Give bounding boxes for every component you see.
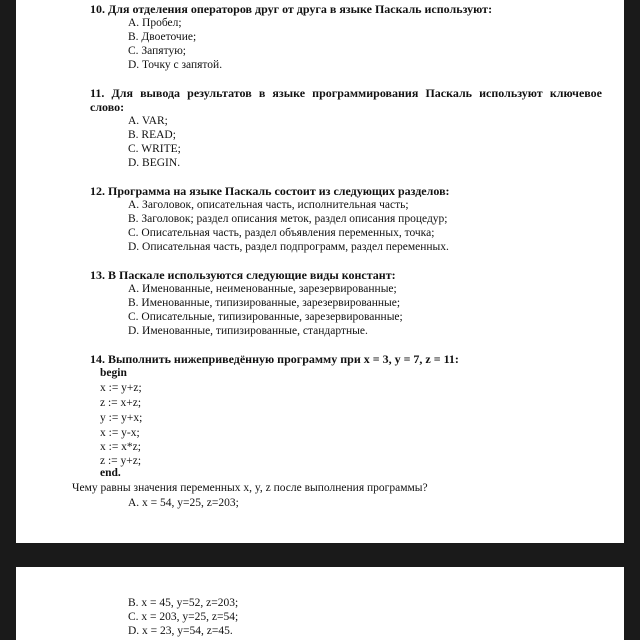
question-13-option-b: B. Именованные, типизированные, зарезервированные;: [128, 297, 401, 309]
question-10-option-a: A. Пробел;: [128, 17, 182, 29]
code-line: z := y+z;: [100, 455, 142, 467]
code-line: x := y+z;: [100, 382, 142, 394]
code-line-begin: begin: [100, 367, 127, 379]
question-14-option-b: B. x = 45, y=52, z=203;: [128, 597, 239, 609]
question-13-title: 13. В Паскале используются следующие виды констант:: [90, 268, 396, 282]
question-10-option-c: C. Запятую;: [128, 45, 186, 57]
question-10-title: 10. Для отделения операторов друг от друга в языке Паскаль используют:: [90, 2, 493, 16]
question-11-option-b: B. READ;: [128, 129, 176, 141]
document-page-2: [16, 567, 624, 640]
question-14-option-c: C. x = 203, y=25, z=54;: [128, 611, 239, 623]
code-line: z := x+z;: [100, 397, 142, 409]
question-14-title: 14. Выполнить нижеприведённую программу при x = 3, y = 7, z = 11:: [90, 352, 459, 366]
question-10-option-d: D. Точку с запятой.: [128, 59, 223, 71]
question-11-option-d: D. BEGIN.: [128, 157, 181, 169]
question-13-option-c: C. Описательные, типизированные, зарезервированные;: [128, 311, 403, 323]
code-line: x := y-x;: [100, 427, 140, 439]
question-14-option-d: D. x = 23, y=54, z=45.: [128, 625, 233, 637]
question-11-title: 11. Для вывода результатов в языке программирования Паскаль используют ключевое слово:: [90, 86, 602, 114]
question-11-option-a: A. VAR;: [128, 115, 168, 127]
document-page-1: [16, 0, 624, 543]
question-10-option-b: B. Двоеточие;: [128, 31, 197, 43]
question-14-prompt: Чему равны значения переменных x, y, z после выполнения программы?: [72, 482, 428, 494]
question-11-option-c: C. WRITE;: [128, 143, 181, 155]
code-line: y := y+x;: [100, 412, 143, 424]
question-13-option-d: D. Именованные, типизированные, стандартные.: [128, 325, 368, 337]
question-12-title: 12. Программа на языке Паскаль состоит из следующих разделов:: [90, 184, 450, 198]
code-line-end: end.: [100, 467, 121, 479]
question-13-option-a: A. Именованные, неименованные, зарезервированные;: [128, 283, 397, 295]
question-12-option-c: C. Описательная часть, раздел объявления переменных, точка;: [128, 227, 435, 239]
question-14-option-a: A. x = 54, y=25, z=203;: [128, 497, 239, 509]
question-12-option-a: A. Заголовок, описательная часть, исполнительная часть;: [128, 199, 409, 211]
question-12-option-d: D. Описательная часть, раздел подпрограмм, раздел переменных.: [128, 241, 449, 253]
code-line: x := x*z;: [100, 441, 141, 453]
question-12-option-b: B. Заголовок; раздел описания меток, раздел описания процедур;: [128, 213, 448, 225]
